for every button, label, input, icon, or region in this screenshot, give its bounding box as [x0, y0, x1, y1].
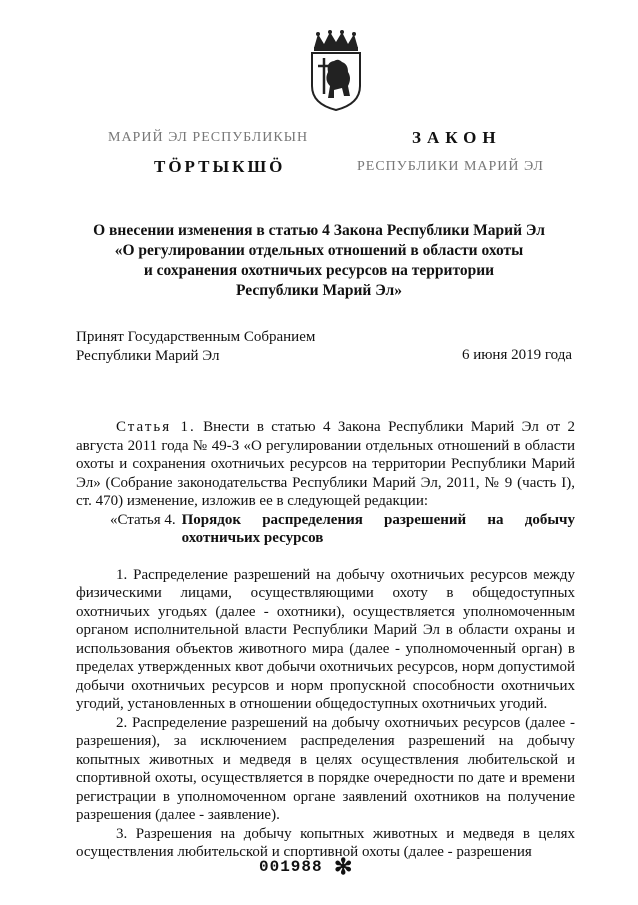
document-body [76, 418, 575, 862]
mari-el-coat-of-arms-icon [304, 28, 368, 112]
spacer [76, 548, 575, 566]
article-text: Внести в статью 4 Закона Республики Марий Эл от 2 августа 2011 года № 49-З «О регулировании отдельных отношений в области охоты и сохранения охотничьих ресурсов на территории Республики Марий Эл» (Собрание законодательства Республики Марий Эл, 2011, № 9 (часть I), ст. 470) изменение, изложив ее в следующей редакции: [76, 419, 575, 509]
body-paragraph: 2. Распределение разрешений на добычу охотничьих ресурсов (далее - разрешения), за исключением распределения разрешений на добычу копытных животных и медведя в целях осуществления любительской и спортивной охоты, осуществляется в порядке очередности по дате и времени регистрации в уполномоченном органе заявлений охотников на получение разрешения (далее - заявление). [76, 714, 575, 823]
asterisk-icon: ✻ [334, 854, 353, 879]
title-line: «О регулировании отдельных отношений в области охоты [114, 242, 524, 259]
document-serial-number: 001988 [259, 858, 323, 876]
title-line: и сохранения охотничьих ресурсов на территории [143, 262, 495, 279]
quoted-article-title: Порядок распределения разрешений на добычу охотничьих ресурсов [181, 511, 575, 546]
article-paragraph [76, 418, 575, 511]
header-republic-name: РЕСПУБЛИКИ МАРИЙ ЭЛ [357, 159, 544, 174]
title-line: О внесении изменения в статью 4 Закона Республики Марий Эл [93, 222, 545, 239]
adoption-note [76, 328, 315, 365]
body-paragraph: 3. Разрешения на добычу копытных животных и медведя в целях осуществления любительской и спортивной охоты (далее - разрешения [76, 825, 575, 860]
adoption-date: 6 июня 2019 года [461, 347, 572, 363]
title-line: Республики Марий Эл» [236, 282, 402, 299]
quoted-article-heading [110, 511, 575, 548]
adoption-line: Республики Марий Эл [76, 347, 220, 364]
body-paragraph: 1. Распределение разрешений на добычу охотничьих ресурсов между физическими лицами, осуществляющими охоту в общедоступных охотничьих угодьях (далее - охотники), осуществляется уполномоченным органом исполнительной власти Республики Марий Эл в области охраны и использования объектов животного мира (далее - уполномоченный орган) в пределах утвержденных квот добычи охотничьих ресурсов, норм допустимой добычи охотничьих ресурсов и норм пропускной способности охотничьих угодий, установленных в отношении общедоступных охотничьих угодий. [76, 566, 575, 712]
document-title [60, 221, 578, 301]
header-law-label: ЗАКОН [412, 128, 502, 147]
header-mari-name: МАРИЙ ЭЛ РЕСПУБЛИКЫН [108, 130, 309, 145]
header-mari-law-label: ТӦРТЫКШӦ [154, 157, 286, 176]
article-label: Статья 1. [116, 419, 196, 435]
quoted-article-lead: «Статья 4. [110, 511, 176, 528]
adoption-line: Принят Государственным Собранием [76, 329, 316, 345]
